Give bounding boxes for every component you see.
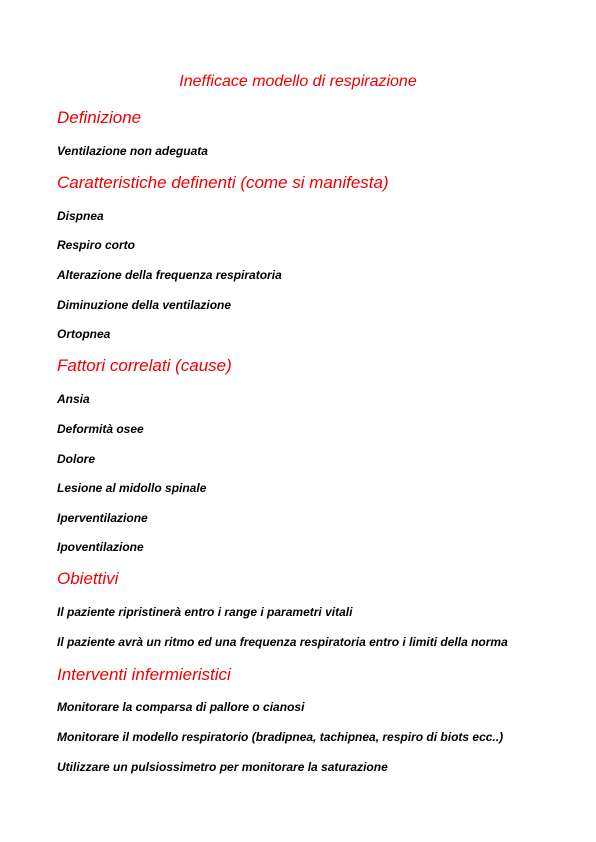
list-item: Lesione al midollo spinale	[57, 481, 207, 495]
list-item: Diminuzione della ventilazione	[57, 298, 232, 312]
list-item: Dolore	[57, 452, 96, 466]
list-item: Alterazione della frequenza respiratoria	[57, 268, 282, 282]
list-item: Monitorare il modello respiratorio (bradipnea, tachipnea, respiro di biots ecc..)	[57, 730, 504, 744]
section-heading-obiettivi: Obiettivi	[57, 569, 119, 588]
list-item: Il paziente avrà un ritmo ed una frequenza respiratoria entro i limiti della norma	[57, 635, 508, 649]
list-item: Deformità osee	[57, 422, 144, 436]
section-heading-interventi: Interventi infermieristici	[57, 665, 231, 684]
list-item: Ventilazione non adeguata	[57, 144, 208, 158]
section-heading-definizione: Definizione	[57, 108, 142, 127]
list-item: Iperventilazione	[57, 511, 148, 525]
section-heading-caratteristiche: Caratteristiche definenti (come si manifesta)	[57, 173, 389, 192]
list-item: Ansia	[57, 392, 90, 406]
list-item: Respiro corto	[57, 238, 136, 252]
list-item: Ipoventilazione	[57, 540, 144, 554]
list-item: Monitorare la comparsa di pallore o cianosi	[57, 700, 305, 714]
section-heading-fattori-correlati: Fattori correlati (cause)	[57, 356, 232, 375]
list-item: Dispnea	[57, 209, 104, 223]
list-item: Utilizzare un pulsiossimetro per monitorare la saturazione	[57, 760, 388, 774]
list-item: Ortopnea	[57, 327, 111, 341]
list-item: Il paziente ripristinerà entro i range i parametri vitali	[57, 605, 353, 619]
document-title: Inefficace modello di respirazione	[179, 73, 417, 90]
